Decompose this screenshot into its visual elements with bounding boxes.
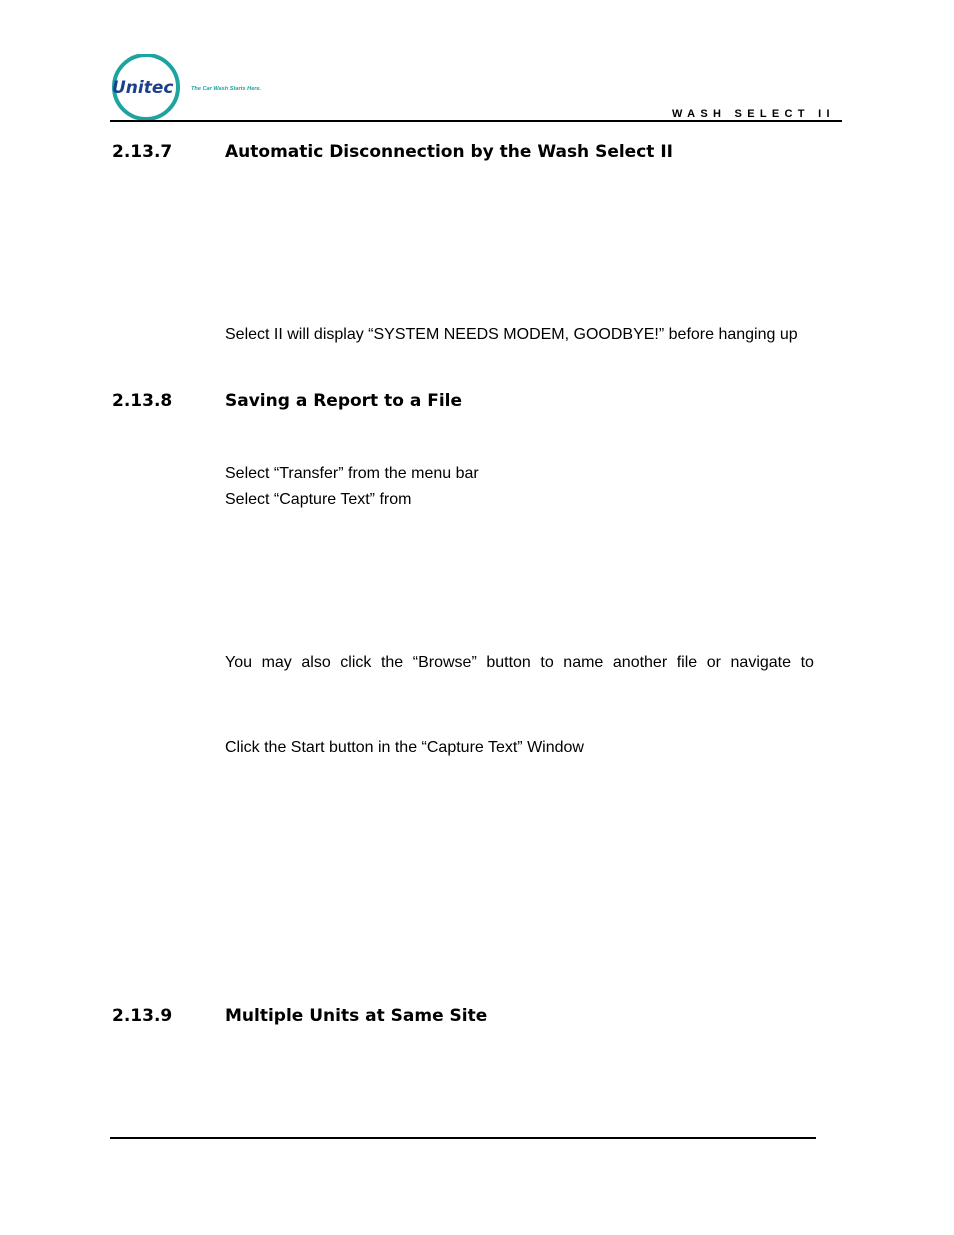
word: name xyxy=(563,654,604,671)
section-title: Saving a Report to a File xyxy=(225,391,463,411)
section-number: 2.13.8 xyxy=(112,391,173,411)
section-number: 2.13.9 xyxy=(112,1006,173,1026)
section-title: Multiple Units at Same Site xyxy=(225,1006,488,1026)
unitec-logo xyxy=(110,54,270,122)
paragraph: Click the Start button in the “Capture Text” Window xyxy=(225,739,584,756)
logo-tagline: The Car Wash Starts Here. xyxy=(191,86,262,92)
paragraph: Select “Transfer” from the menu bar xyxy=(225,465,479,482)
word: may xyxy=(261,654,292,671)
footer-rule xyxy=(110,1137,816,1139)
word: navigate xyxy=(730,654,792,671)
word: another xyxy=(612,654,668,671)
paragraph-justified xyxy=(225,654,814,672)
running-header: WASH SELECT II xyxy=(672,108,835,120)
paragraph: Select II will display “SYSTEM NEEDS MODEM, GOODBYE!” before hanging up xyxy=(225,326,798,343)
word: or xyxy=(706,654,721,671)
header-rule xyxy=(110,120,842,122)
word: You xyxy=(225,654,252,671)
word: “Browse” xyxy=(412,654,477,671)
section-title: Automatic Disconnection by the Wash Select II xyxy=(225,142,673,162)
word: to xyxy=(540,654,554,671)
section-number: 2.13.7 xyxy=(112,142,173,162)
word: to xyxy=(800,654,814,671)
word: also xyxy=(301,654,331,671)
word: click xyxy=(340,654,372,671)
logo-wordmark: Unitec xyxy=(112,78,174,98)
word: file xyxy=(676,654,698,671)
word: the xyxy=(380,654,404,671)
paragraph: Select “Capture Text” from xyxy=(225,491,412,508)
word: button xyxy=(486,654,531,671)
